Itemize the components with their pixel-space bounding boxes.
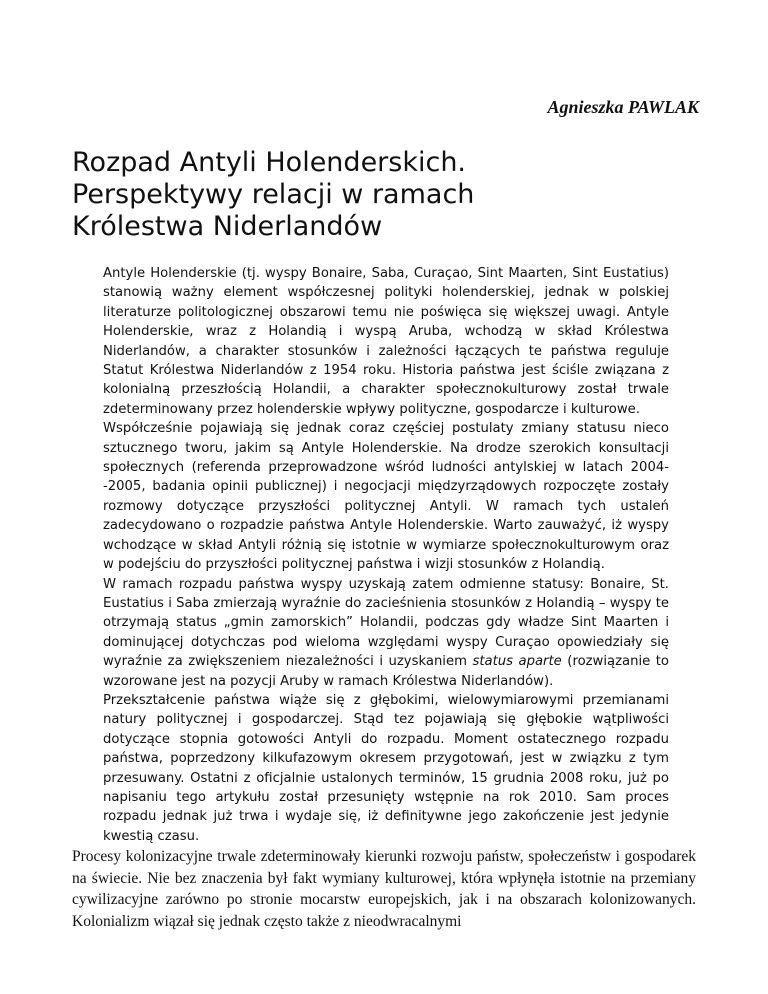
abstract-text: W ramach rozpadu państwa wyspy uzyskają zatem odmienne statusy: Bonaire, St. Eustatius i Saba zmierzają wyraźnie do zacieśnienia stosunków z Holandią – wyspy te otrzymają status „gmin zamorskich” Holandii, podczas gdy władze Sint Maarten i dominującej dotychczas pod wieloma względami wyspy Curaçao opowiedziały się wyraźnie za zwiększeniem niezależności i uzyskaniem — [103, 576, 669, 670]
title-line: Rozpad Antyli Holenderskich. — [72, 147, 467, 178]
abstract-paragraph: Współcześnie pojawiają się jednak coraz częściej postulaty zmiany statusu nieco sztucznego tworu, jakim są Antyle Holenderskie. Na drodze szerokich konsultacji społecznych (referenda przeprowadzone wśród ludności antylskiej w latach 2004--2005, badania opinii publicznej) i negocjacji międzyrządowych rozpoczęte zostały rozmowy dotyczące przyszłości politycznej Antyli. W ramach tych ustaleń zadecydowano o rozpadzie państwa Antyle Holenderskie. Warto zauważyć, iż wyspy wchodzące w skład Antyli różnią się istotnie w wymiarze społecznokulturowym oraz w podejściu do przyszłości politycznej państwa i wizji stosunków z Holandią. — [103, 421, 669, 573]
abstract-paragraph: Przekształcenie państwa wiąże się z głębokimi, wielowymiarowymi przemianami natury politycznej i gospodarczej. Stąd tez pojawiają się głębokie wątpliwości dotyczące stopnia gotowości Antyli do rozpadu. Moment ostatecznego rozpadu państwa, poprzedzony kilkufazowym okresem przygotowań, jest w związku z tym przesuwany. Ostatni z oficjalnie ustalonych terminów, 15 grudnia 2008 roku, już po napisaniu tego artykułu został przesunięty wstępnie na rok 2010. Sam proces rozpadu jednak już trwa i wydaje się, iż definitywne jego zakończenie jest jedynie kwestią czasu. — [103, 692, 669, 844]
abstract-text: (rozwiązanie to wzorowane jest na pozycji Aruby w ramach Królestwa Niderlandów). — [103, 654, 669, 689]
abstract — [103, 264, 669, 846]
abstract-paragraph — [103, 575, 669, 691]
title-line: Perspektywy relacji w ramach — [72, 179, 475, 210]
author-name: Agnieszka PAWLAK — [547, 97, 699, 117]
title-line: Królestwa Niderlandów — [72, 211, 383, 242]
abstract-paragraph: Antyle Holenderskie (tj. wyspy Bonaire, Saba, Curaçao, Sint Maarten, Sint Eustatius) stanowią ważny element współczesnej polityki holenderskiej, jednak w polskiej literaturze politologicznej obszarowi temu nie poświęca się większej uwagi. Antyle Holenderskie, wraz z Holandią i wyspą Aruba, wchodzą w skład Królestwa Niderlandów, a charakter stosunków i zależności łączących te państwa reguluje Statut Królestwa Niderlandów z 1954 roku. Historia państwa jest ściśle związana z kolonialną przeszłością Holandii, a charakter społecznokulturowy został trwale zdeterminowany przez holenderskie wpływy polityczne, gospodarcze i kulturowe. — [103, 266, 669, 417]
article-title — [72, 147, 692, 243]
body-paragraph: Procesy kolonizacyjne trwale zdeterminowały kierunki rozwoju państw, społeczeństw i gospodarek na świecie. Nie bez znaczenia był fakt wymiany kulturowej, która wpłynęła istotnie na przemiany cywilizacyjne zarówno po stronie mocarstw europejskich, jak i na obszarach kolonizowanych. Kolonializm wiązał się jednak często także z nieodwracalnymi — [72, 848, 696, 930]
italic-term: status aparte — [472, 654, 562, 670]
